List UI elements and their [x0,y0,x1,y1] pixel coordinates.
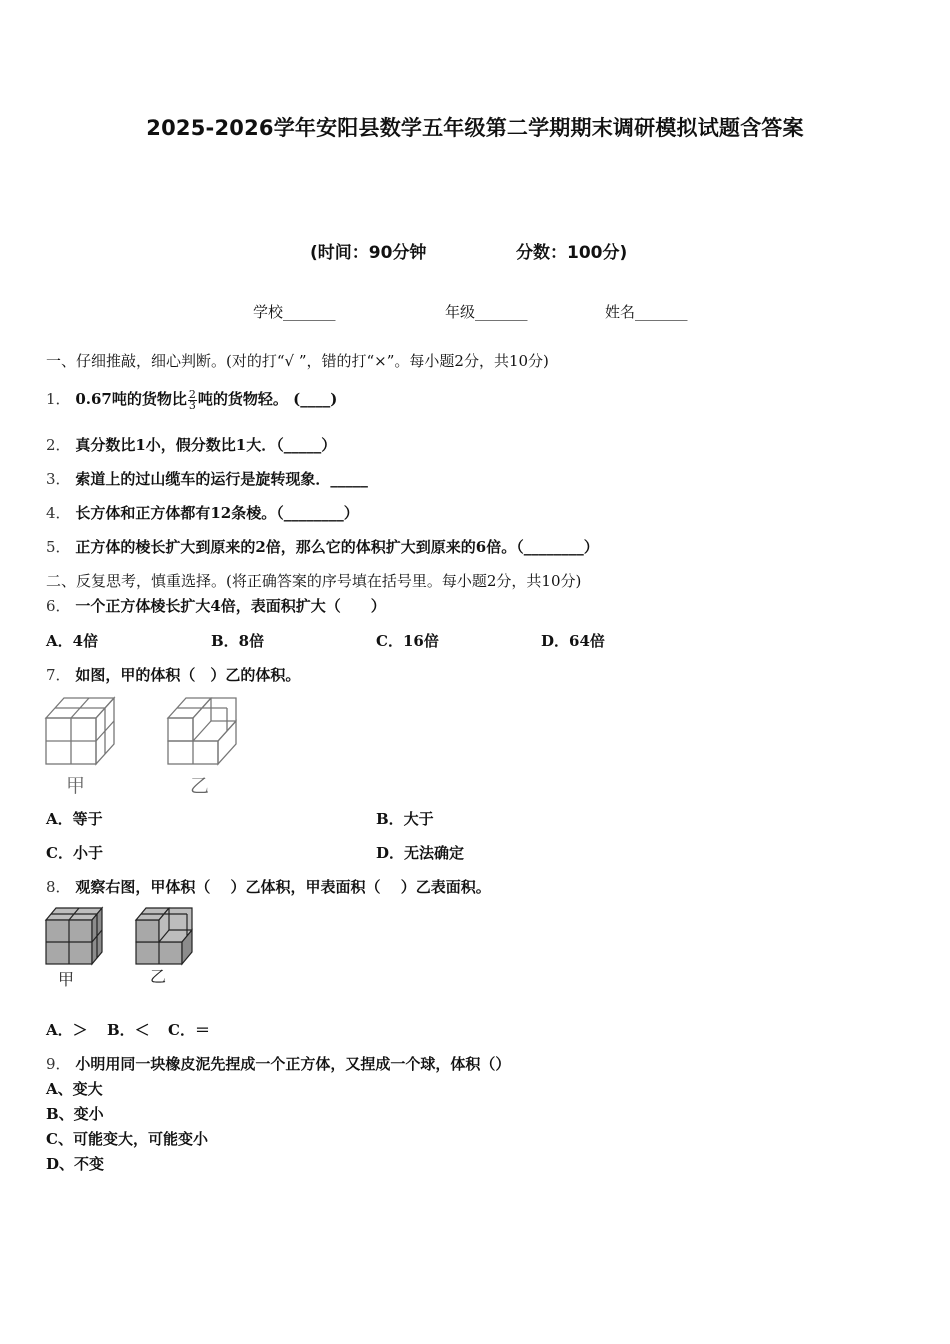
fraction-numerator: 2 [188,387,196,401]
label-yi: 乙 [150,967,167,986]
question-5 [46,536,599,557]
question-3 [46,468,368,489]
question-text: 一个正方体棱长扩大4倍，表面积扩大（ ） [75,597,386,615]
label-jia: 甲 [58,970,75,989]
question-number: 2． [46,436,71,454]
option-d: D．无法确定 [376,844,465,862]
option-a: A．4倍 [46,632,99,650]
question-1 [46,388,337,411]
label-yi: 乙 [190,775,210,797]
cube-yi [168,698,236,764]
question-number: 4． [46,504,71,522]
cube-yi [136,908,192,964]
option-c: C．＝ [168,1021,210,1039]
exam-time: (时间：90分钟 [310,243,427,263]
option-b: B．＜ [107,1021,150,1039]
fraction-denominator: 3 [188,398,196,412]
option-c: C、可能变大，可能变小 [46,1130,208,1148]
question-7 [46,664,300,685]
option-b: B、变小 [46,1105,104,1123]
question-number: 7． [46,666,71,684]
school-field: 学校_______ [253,303,336,321]
option-c: C．16倍 [376,632,439,650]
grade-field: 年级_______ [445,303,528,321]
section1-heading: 一、仔细推敲，细心判断。(对的打“√ ”，错的打“×”。每小题2分，共10分) [46,352,549,370]
question-text: 长方体和正方体都有12条棱。（________） [75,504,359,522]
option-d: D、不变 [46,1155,105,1173]
fraction [188,387,197,412]
option-c: C．小于 [46,844,103,862]
exam-score: 分数：100分) [516,243,628,263]
question-number: 6． [46,597,71,615]
question-number: 1． [46,390,71,408]
cube-jia [46,698,114,764]
question-text: 正方体的棱长扩大到原来的2倍，那么它的体积扩大到原来的6倍。（________） [75,538,599,556]
question-number: 9． [46,1055,71,1073]
option-a: A、变大 [46,1080,103,1098]
question-text: 索道上的过山缆车的运行是旋转现象．_____ [75,470,368,488]
label-jia: 甲 [66,775,86,797]
page-title: 2025-2026学年安阳县数学五年级第二学期期末调研模拟试题含答案 [146,116,804,140]
q8-figure [40,902,210,992]
question-6 [46,595,386,616]
question-text: 真分数比1小，假分数比1大．（_____） [75,436,337,454]
question-9 [46,1053,510,1074]
section2-heading: 二、反复思考，慎重选择。(将正确答案的序号填在括号里。每小题2分，共10分) [46,572,582,590]
option-b: B．8倍 [211,632,265,650]
q7-figure [40,690,260,800]
name-field: 姓名_______ [605,303,688,321]
question-text: 小明用同一块橡皮泥先捏成一个正方体，又捏成一个球，体积（） [75,1055,511,1073]
option-d: D．64倍 [541,632,605,650]
cube-jia [46,908,102,964]
question-text: 吨的货物轻。 (____) [197,390,338,408]
option-a: A．＞ [46,1021,88,1039]
question-4 [46,502,359,523]
question-text: 0.67吨的货物比 [75,390,187,408]
question-number: 8． [46,878,71,896]
option-b: B．大于 [376,810,434,828]
question-text: 观察右图，甲体积（ ）乙体积，甲表面积（ ）乙表面积。 [75,878,491,896]
question-number: 3． [46,470,71,488]
question-number: 5． [46,538,71,556]
question-text: 如图，甲的体积（ ）乙的体积。 [75,666,301,684]
question-8 [46,876,491,897]
question-2 [46,434,336,455]
option-a: A．等于 [46,810,103,828]
